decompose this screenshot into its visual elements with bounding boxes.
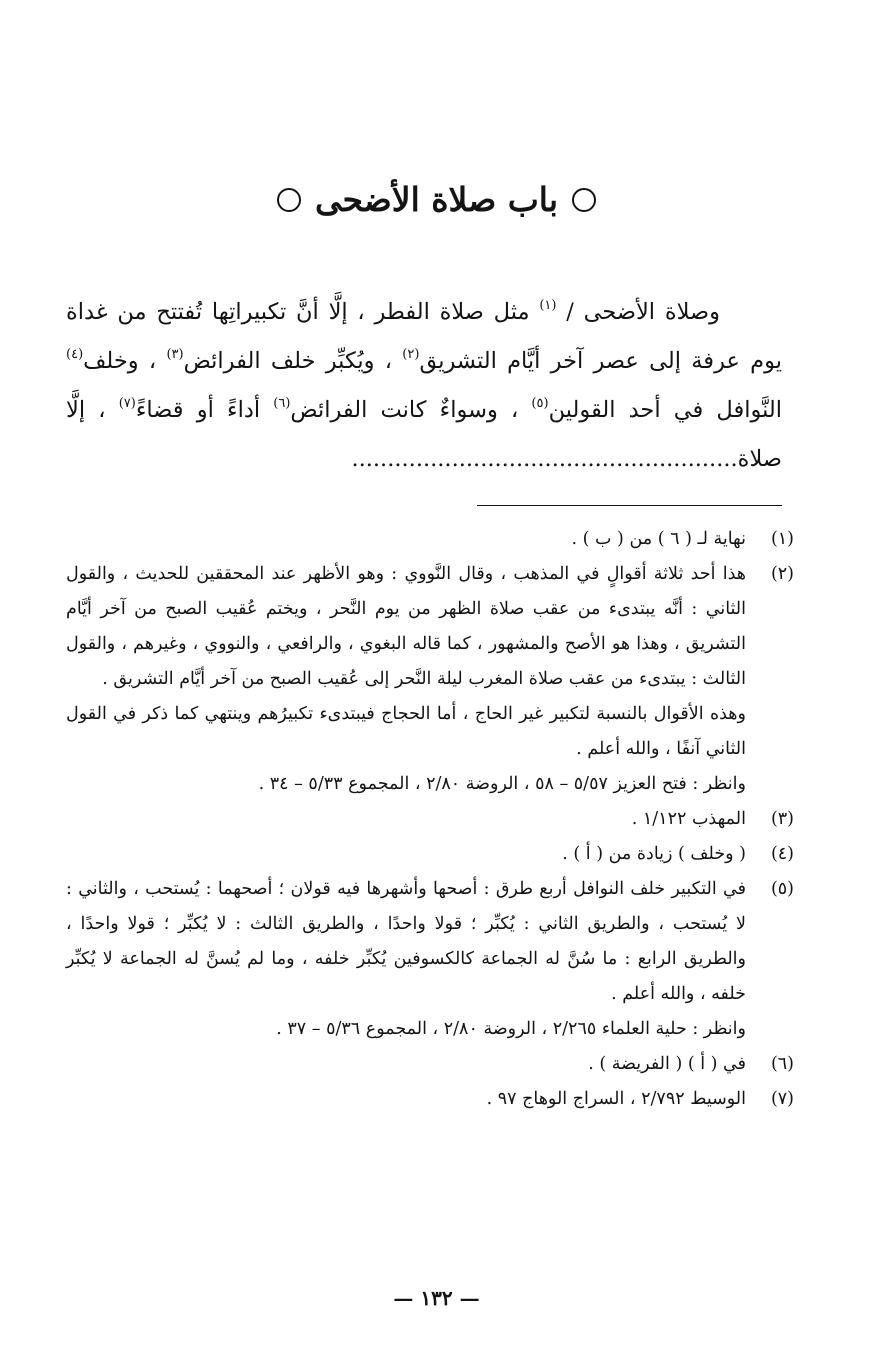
footnote-ref: (٣)	[166, 346, 184, 362]
text-run: ، إلَّا صلاة	[66, 397, 782, 472]
footnote-ref: (٢)	[402, 346, 420, 362]
footnote-7	[66, 1082, 794, 1117]
circle-ornament-icon	[572, 188, 596, 212]
footnote-paragraph: في ( أ ) ( الفريضة ) .	[588, 1054, 746, 1074]
footnote-number: (٤)	[770, 844, 794, 864]
footnote-paragraph: نهاية لـ ( ٦ ) من ( ب ) .	[571, 529, 746, 549]
footnote-ref: (٥)	[531, 395, 549, 411]
footnote-3	[66, 802, 794, 837]
footnote-number: (٣)	[770, 809, 794, 829]
chapter-heading	[0, 172, 873, 228]
text-run: ، وسواءٌ كانت الفرائض	[290, 397, 532, 423]
main-text	[66, 288, 782, 484]
text-run: مثل صلاة الفطر ، إلَّا أنَّ تكبيراتِها تُفتتح من غداة يوم عرفة إلى عصر آخر أيَّام التشريق	[66, 299, 782, 374]
footnote-text	[66, 557, 746, 802]
footnote-paragraph: الوسيط ٢/٧٩٢ ، السراج الوهاج ٩٧ .	[486, 1089, 746, 1109]
footnote-6	[66, 1047, 794, 1082]
footnote-text	[66, 802, 746, 837]
ellipsis-dots: ......................................................	[351, 446, 738, 472]
footnote-4	[66, 837, 794, 872]
footnote-number: (١)	[770, 529, 794, 549]
footnote-number: (٢)	[770, 564, 794, 584]
text-run: أداءً أو قضاءً	[135, 397, 274, 423]
text-run: النَّوافل في أحد القولين	[548, 397, 782, 423]
footnote-divider	[477, 505, 782, 506]
footnote-paragraph: وانظر : فتح العزيز ٥/٥٧ – ٥٨ ، الروضة ٢/٨٠ ، المجموع ٥/٣٣ – ٣٤ .	[258, 774, 746, 794]
footnote-paragraph: ( وخلف ) زيادة من ( أ ) .	[562, 844, 746, 864]
footnote-text	[66, 522, 746, 557]
page-number: — ١٣٢ —	[393, 1286, 480, 1310]
footnote-1	[66, 522, 794, 557]
footnote-text	[66, 837, 746, 872]
footnote-text	[66, 872, 746, 1047]
footnote-paragraph: المهذب ١/١٢٢ .	[631, 809, 746, 829]
footnotes	[66, 522, 794, 1117]
footnote-number: (٥)	[770, 879, 794, 899]
footnote-paragraph: هذا أحد ثلاثة أقوالٍ في المذهب ، وقال النَّووي : وهو الأظهر عند المحققين للحديث ، والقول الثاني : أنَّه يبتدىء من عقب صلاة الظهر من يوم النَّحر ، ويختم عُقيب الصبح من آخر أيَّام التشريق ، وهذا هو الأصح والمشهور ، كما قاله البغوي ، والرافعي ، والنووي ، وغيرهم ، والقول الثالث : يبتدىء من عقب صلاة المغرب ليلة النَّحر إلى عُقيب الصبح من آخر أيَّام التشريق .	[66, 564, 746, 689]
footnote-ref: (٦)	[273, 395, 291, 411]
footnote-paragraph: في التكبير خلف النوافل أربع طرق : أصحها وأشهرها فيه قولان ؛ أصحهما : يُستحب ، والثاني : لا يُستحب ، والطريق الثاني : يُكبِّر ؛ قولا واحدًا ، والطريق الثالث : لا يُكبِّر ؛ قولا واحدًا ، والطريق الرابع : ما سُنَّ له الجماعة كالكسوفين يُكبِّر خلفه ، وما لم يُسنَّ له الجماعة لا يُكبِّر خلفه ، والله أعلم .	[66, 879, 746, 1004]
footnote-paragraph: وهذه الأقوال بالنسبة لتكبير غير الحاج ، أما الحجاج فيبتدىء تكبيرُهم وينتهي كما ذكر في القول الثاني آنفًا ، والله أعلم .	[66, 704, 746, 759]
footnote-number: (٧)	[770, 1089, 794, 1109]
footnote-number: (٦)	[770, 1054, 794, 1074]
footnote-ref: (١)	[539, 297, 557, 313]
text-run: ، ويُكبِّر خلف الفرائض	[183, 348, 403, 374]
footnote-paragraph: وانظر : حلية العلماء ٢/٢٦٥ ، الروضة ٢/٨٠ ، المجموع ٥/٣٦ – ٣٧ .	[276, 1019, 746, 1039]
footnote-5	[66, 872, 794, 1047]
circle-ornament-icon	[277, 188, 301, 212]
footnote-text	[66, 1082, 746, 1117]
footnote-ref: (٧)	[118, 395, 136, 411]
footnote-2	[66, 557, 794, 802]
main-paragraph	[66, 288, 782, 484]
footnote-text	[66, 1047, 746, 1082]
chapter-title: باب صلاة الأضحى	[314, 180, 559, 219]
footnote-ref: (٤)	[66, 346, 84, 362]
text-run: وصلاة الأضحى /	[556, 299, 721, 325]
text-run: ، وخلف	[83, 348, 167, 374]
